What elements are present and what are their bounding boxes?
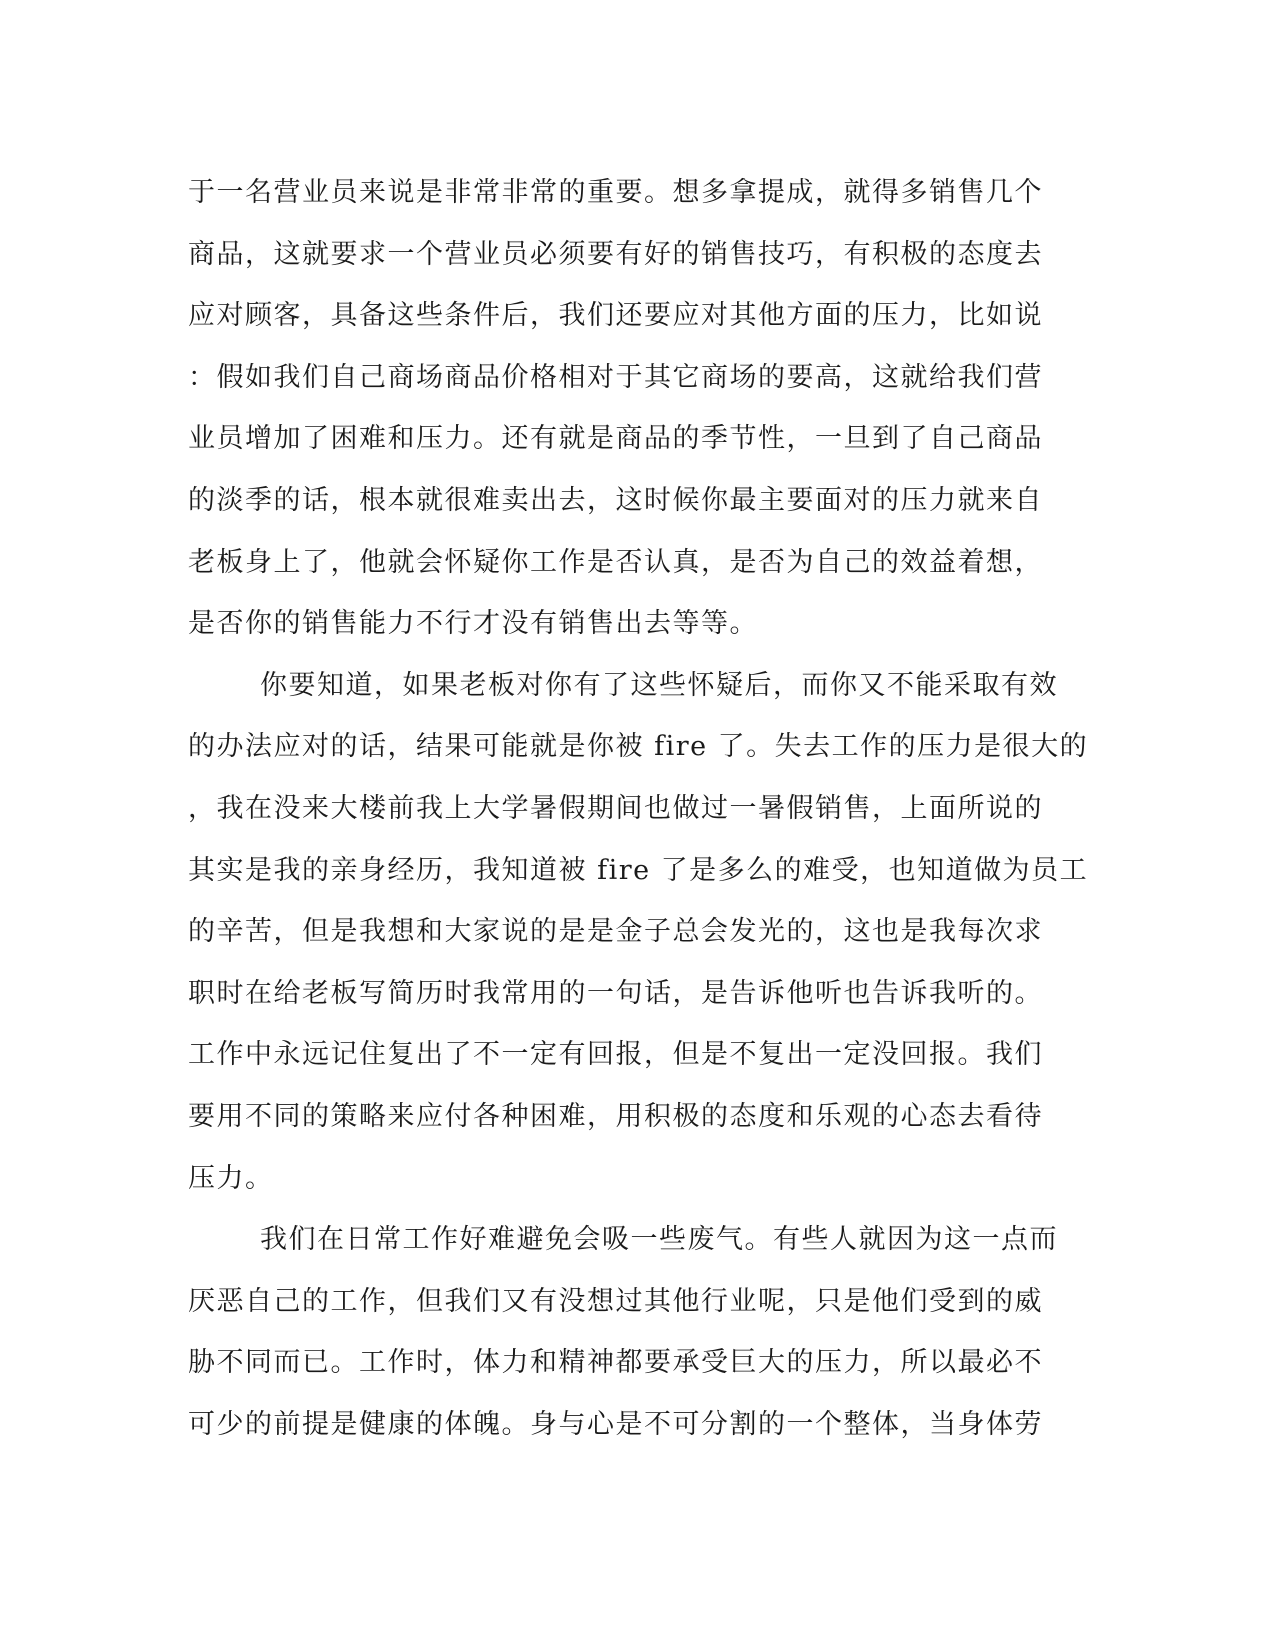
text-line: 厌恶自己的工作，但我们又有没想过其他行业呢，只是他们受到的威	[188, 1285, 1043, 1317]
document-body	[188, 162, 1088, 1455]
text-line: 老板身上了，他就会怀疑你工作是否认真，是否为自己的效益着想，	[188, 546, 1043, 578]
text-line: 压力。	[188, 1162, 274, 1194]
text-line: 于一名营业员来说是非常非常的重要。想多拿提成，就得多销售几个	[188, 177, 1043, 208]
text-line: 应对顾客，具备这些条件后，我们还要应对其他方面的压力，比如说	[188, 300, 1043, 332]
text-line: 其实是我的亲身经历，我知道被 fire 了是多么的难受，也知道做为员工	[188, 854, 1089, 886]
text-line: 业员增加了困难和压力。还有就是商品的季节性，一旦到了自己商品	[188, 423, 1043, 455]
text-line: 的淡季的话，根本就很难卖出去，这时候你最主要面对的压力就来自	[188, 484, 1043, 516]
text-line: ，我在没来大楼前我上大学暑假期间也做过一暑假销售，上面所说的	[188, 792, 1043, 824]
text-line: 的辛苦，但是我想和大家说的是是金子总会发光的，这也是我每次求	[188, 916, 1043, 948]
text-line: 可少的前提是健康的体魄。身与心是不可分割的一个整体，当身体劳	[188, 1408, 1043, 1440]
text-line: 是否你的销售能力不行才没有销售出去等等。	[188, 608, 758, 640]
text-line: 要用不同的策略来应付各种困难，用积极的态度和乐观的心态去看待	[188, 1100, 1043, 1132]
text-line: 商品，这就要求一个营业员必须要有好的销售技巧，有积极的态度去	[188, 238, 1043, 270]
text-line: 的办法应对的话，结果可能就是你被 fire 了。失去工作的压力是很大的	[188, 731, 1089, 763]
paragraph-start-line: 你要知道，如果老板对你有了这些怀疑后，而你又不能采取有效	[260, 669, 1058, 701]
text-line: 胁不同而已。工作时，体力和精神都要承受巨大的压力，所以最必不	[188, 1347, 1043, 1379]
text-line: 职时在给老板写简历时我常用的一句话，是告诉他听也告诉我听的。	[188, 977, 1043, 1009]
text-line: ：假如我们自己商场商品价格相对于其它商场的要高，这就给我们营	[188, 361, 1043, 393]
paragraph-start-line: 我们在日常工作好难避免会吸一些废气。有些人就因为这一点而	[260, 1224, 1058, 1256]
text-line: 工作中永远记住复出了不一定有回报，但是不复出一定没回报。我们	[188, 1039, 1043, 1071]
